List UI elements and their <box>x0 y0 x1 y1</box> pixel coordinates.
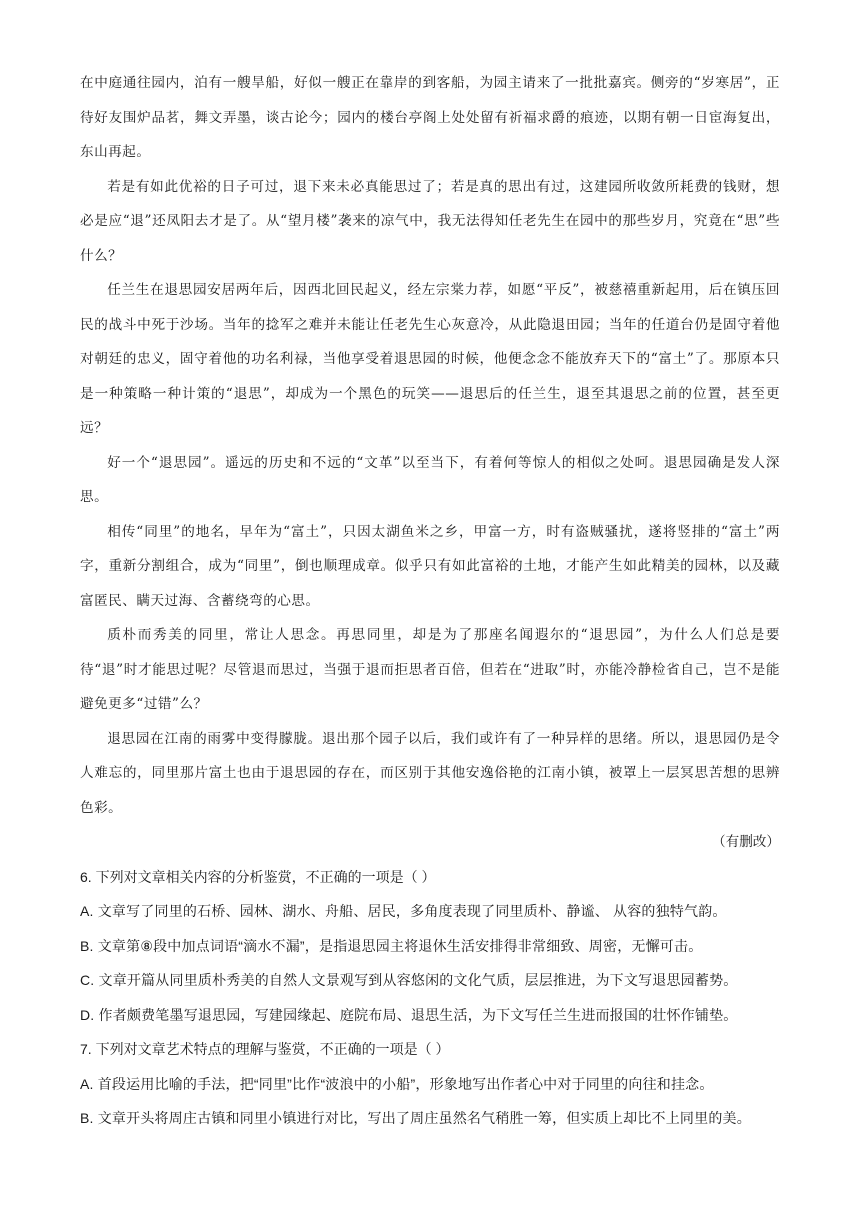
paragraph: 好一个“退思园”。遥远的历史和不远的“文革”以至当下，有着何等惊人的相似之处呵。退思园确是发人深思。 <box>80 454 780 505</box>
paragraph: 任兰生在退思园安居两年后，因西北回民起义，经左宗棠力荐，如愿“平反”，被慈禧重新起用，后在镇压回民的战斗中死于沙场。当年的捻军之难并未能让任老先生心灰意冷，从此隐退田园；当年的任道台仍是固守着他对朝廷的忠义，固守着他的功名利禄，当他享受着退思园的时候，他便念念不能放弃天下的“富土”了。那原本只是一种策略一种计策的“退思”，却成为一个黑色的玩笑——退思后的任兰生，退至其退思之前的位置，甚至更远？ <box>80 282 780 436</box>
paragraph: 在中庭通往园内，泊有一艘旱船，好似一艘正在靠岸的到客船，为园主请来了一批批嘉宾。侧旁的“岁寒居”，正待好友围炉品茗，舞文弄墨，谈古论今；园内的楼台亭阁上处处留有祈福求爵的痕迹，以期有朝一日宦海复出，东山再起。 <box>80 75 780 160</box>
paragraph: 质朴而秀美的同里，常让人思念。再思同里，却是为了那座名闻遐尔的“退思园”，为什么人们总是要待“退”时才能思过呢？尽管退而思过，当强于退而拒思者百倍，但若在“进取”时，亦能冷静检省自己，岂不是能避免更多“过错”么？ <box>80 627 780 712</box>
option-c: C. 文章开篇从同里质朴秀美的自然人文景观写到从容悠闲的文化气质，层层推进，为下文写退思园蓄势。 <box>80 972 738 988</box>
paragraph: 相传“同里”的地名，早年为“富土”，只因太湖鱼米之乡，甲富一方，时有盗贼骚扰，遂将竖排的“富土”两字，重新分割组合，成为“同里”，倒也顺理成章。似乎只有如此富裕的土地，才能产生如此精美的园林，以及藏富匿民、瞒天过海、含蓄绕弯的心思。 <box>80 523 780 609</box>
question-6 <box>80 860 780 1033</box>
article-body <box>80 66 780 860</box>
paragraph: 退思园在江南的雨雾中变得朦胧。退出那个园子以后，我们或许有了一种异样的思绪。所以，退思园仍是令人难忘的，同里那片富土也由于退思园的存在，而区别于其他安逸俗艳的江南小镇，被罩上一层冥思苦想的思辨色彩。 <box>80 730 780 816</box>
paragraph: 若是有如此优裕的日子可过，退下来未必真能思过了；若是真的思出有过，这建园所收敛所耗费的钱财，想必是应“退”还凤阳去才是了。从“望月楼”袭来的凉气中，我无法得知任老先生在园中的那些岁月，究竟在“思”些什么？ <box>80 178 780 264</box>
source-note: （有删改） <box>712 834 780 850</box>
option-b: B. 文章第⑧段中加点词语“滴水不漏”，是指退思园主将退休生活安排得非常细致、周密，无懈可击。 <box>80 937 703 954</box>
questions-section <box>80 860 780 1136</box>
option-b: B. 文章开头将周庄古镇和同里小镇进行对比，写出了周庄虽然名气稍胜一筹，但实质上却比不上同里的美。 <box>80 1110 751 1126</box>
option-d: D. 作者颇费笔墨写退思园，写建园缘起、庭院布局、退思生活，为下文写任兰生进而报国的壮怀作铺垫。 <box>80 1006 738 1023</box>
option-a: A. 首段运用比喻的手法，把“同里”比作“波浪中的小船”，形象地写出作者心中对于同里的向往和挂念。 <box>80 1075 714 1092</box>
question-7 <box>80 1032 780 1136</box>
question-stem: 7. 下列对文章艺术特点的理解与鉴赏，不正确的一项是（ ） <box>80 1041 450 1057</box>
document-page <box>80 66 780 1136</box>
question-stem: 6. 下列对文章相关内容的分析鉴赏，不正确的一项是（ ） <box>80 868 436 885</box>
option-a: A. 文章写了同里的石桥、园林、湖水、舟船、居民，多角度表现了同里质朴、静谧、 从容的独特气韵。 <box>80 903 727 919</box>
